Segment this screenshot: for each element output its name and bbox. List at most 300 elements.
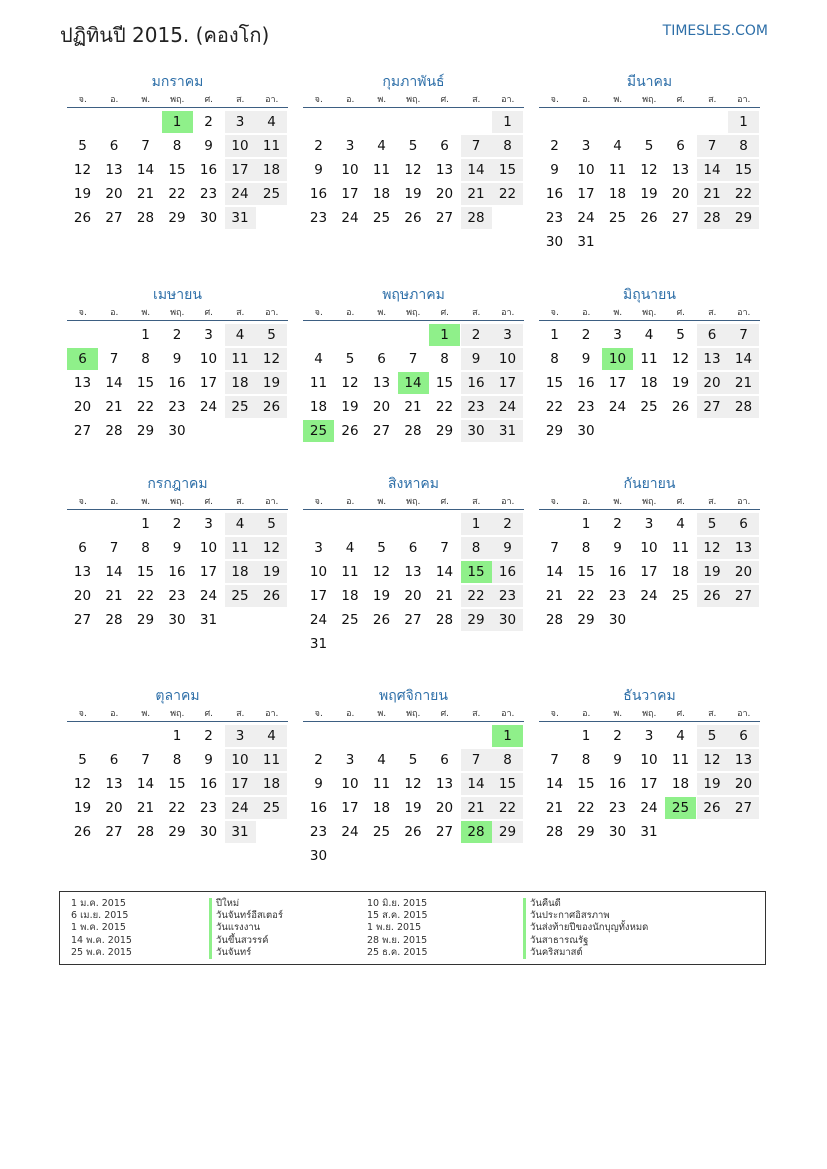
day-cell: 21 [545, 800, 564, 816]
weekday-header: พฤ. [170, 497, 185, 507]
weekday-header: อ. [110, 709, 119, 719]
day-cell: 3 [613, 327, 622, 343]
day-cell: 2 [204, 728, 213, 744]
day-cell: 22 [168, 186, 186, 202]
day-cell: 7 [141, 752, 150, 768]
day-cell: 4 [613, 138, 622, 154]
day-cell: 30 [168, 423, 186, 439]
day-cell: 22 [136, 399, 155, 415]
day-cell: 17 [309, 588, 328, 604]
holiday-name: วันสาธารณรัฐ [530, 934, 589, 946]
day-cell: 21 [697, 183, 728, 205]
weekday-header: พฤ. [170, 95, 185, 105]
day-cell-holiday: 14 [398, 372, 429, 394]
day-cell: 14 [728, 348, 759, 370]
day-cell: 5 [377, 540, 386, 556]
day-cell: 29 [168, 824, 186, 840]
holiday-date: 15 ส.ค. 2015 [367, 910, 428, 922]
day-cell: 4 [314, 351, 323, 367]
day-cell: 20 [105, 800, 123, 816]
day-cell: 22 [492, 797, 523, 819]
day-cell: 19 [640, 186, 658, 202]
day-cell: 15 [136, 375, 155, 391]
day-cell: 29 [136, 612, 155, 628]
day-cell: 1 [550, 327, 559, 343]
weekday-header: ส. [708, 95, 717, 105]
day-cell: 7 [440, 540, 449, 556]
weekday-header: อ. [110, 95, 119, 105]
weekday-header: อา. [737, 709, 751, 719]
day-cell: 2 [204, 114, 213, 130]
day-cell: 17 [225, 159, 256, 181]
day-cell: 11 [640, 351, 658, 367]
day-cell: 15 [728, 159, 759, 181]
weekday-header-row [539, 306, 760, 321]
day-cell: 25 [640, 399, 658, 415]
day-cell: 9 [581, 351, 591, 367]
weekday-header: อา. [265, 709, 279, 719]
holiday-date: 25 พ.ค. 2015 [71, 946, 132, 958]
day-cell: 30 [545, 234, 564, 250]
month-name: กันยายน [623, 476, 676, 492]
day-cell: 21 [404, 399, 422, 415]
day-cell: 31 [577, 234, 595, 250]
day-cell: 9 [204, 138, 213, 154]
day-cell: 30 [168, 612, 186, 628]
day-cell: 9 [461, 348, 492, 370]
day-cell: 4 [377, 138, 386, 154]
day-cell: 3 [225, 725, 256, 747]
weekday-header: พ. [613, 95, 623, 105]
day-cell: 26 [73, 210, 92, 226]
weekday-header-row [539, 93, 760, 108]
day-cell: 13 [671, 162, 690, 178]
day-cell: 3 [204, 327, 213, 343]
day-cell: 4 [676, 516, 685, 532]
day-cell: 26 [404, 824, 422, 840]
day-cell: 27 [697, 396, 728, 418]
day-cell: 1 [492, 111, 523, 133]
weekday-header: อ. [582, 95, 591, 105]
day-cell: 27 [73, 423, 92, 439]
day-cell: 11 [256, 135, 287, 157]
day-cell: 29 [435, 423, 454, 439]
day-cell: 13 [728, 537, 759, 559]
day-cell: 30 [199, 824, 218, 840]
day-cell: 9 [613, 540, 622, 556]
day-cell: 5 [408, 752, 418, 768]
weekday-header: อา. [501, 308, 515, 318]
weekday-header: ศ. [204, 308, 214, 318]
day-cell: 28 [728, 396, 759, 418]
weekday-header: พฤ. [642, 709, 657, 719]
weekday-header: ศ. [204, 95, 214, 105]
day-cell: 27 [105, 210, 123, 226]
weekday-header-row [303, 306, 524, 321]
day-cell: 26 [256, 585, 287, 607]
day-cell: 31 [492, 420, 523, 442]
day-cell: 2 [581, 327, 591, 343]
day-cell: 10 [492, 348, 523, 370]
day-cell: 7 [109, 351, 119, 367]
weekday-header: พ. [377, 308, 387, 318]
weekday-header: ส. [472, 497, 481, 507]
day-cell: 22 [545, 399, 564, 415]
day-cell: 2 [613, 516, 622, 532]
day-cell: 8 [492, 749, 523, 771]
day-cell: 29 [577, 824, 595, 840]
day-cell: 3 [345, 138, 355, 154]
day-cell: 11 [372, 162, 391, 178]
day-cell: 16 [309, 800, 328, 816]
day-cell: 6 [440, 752, 449, 768]
weekday-header: พ. [613, 308, 623, 318]
day-cell: 13 [73, 564, 92, 580]
day-cell: 7 [109, 540, 119, 556]
day-cell: 19 [256, 372, 287, 394]
weekday-header: พฤ. [642, 308, 657, 318]
day-cell: 14 [136, 162, 155, 178]
day-cell: 31 [640, 824, 658, 840]
holiday-date: 28 พ.ย. 2015 [367, 934, 428, 946]
day-cell: 26 [697, 797, 728, 819]
day-cell: 8 [172, 138, 182, 154]
day-cell: 21 [545, 588, 564, 604]
day-cell: 22 [435, 399, 454, 415]
day-cell: 24 [199, 399, 218, 415]
day-cell: 28 [545, 612, 564, 628]
weekday-header-row [67, 93, 288, 108]
day-cell: 12 [404, 776, 422, 792]
day-cell: 19 [404, 800, 422, 816]
holiday-dates-right [367, 898, 428, 959]
weekday-header-row [539, 707, 760, 722]
day-cell: 6 [440, 138, 449, 154]
weekday-header: พ. [141, 709, 151, 719]
day-cell: 3 [225, 111, 256, 133]
day-cell: 10 [341, 776, 359, 792]
day-cell: 2 [613, 728, 622, 744]
weekday-header: พ. [377, 497, 387, 507]
weekday-header: พฤ. [170, 709, 185, 719]
day-cell: 14 [136, 776, 155, 792]
day-cell: 3 [492, 324, 523, 346]
day-cell: 5 [345, 351, 355, 367]
month-name: กรกฎาคม [147, 476, 208, 492]
day-cell: 17 [341, 186, 359, 202]
day-cell: 20 [372, 399, 391, 415]
day-cell: 24 [309, 612, 328, 628]
day-cell: 3 [644, 728, 654, 744]
weekday-header: อ. [346, 497, 355, 507]
day-cell: 23 [608, 588, 627, 604]
weekday-header: ศ. [676, 497, 686, 507]
day-cell: 27 [73, 612, 92, 628]
day-cell: 30 [608, 824, 627, 840]
day-cell: 5 [644, 138, 654, 154]
weekday-header: ศ. [440, 709, 450, 719]
day-cell: 1 [172, 728, 182, 744]
day-cell: 6 [728, 513, 759, 535]
weekday-header: จ. [314, 308, 323, 318]
day-cell-holiday: 25 [303, 420, 334, 442]
day-cell: 10 [640, 752, 658, 768]
day-cell: 13 [728, 749, 759, 771]
day-cell: 30 [492, 609, 523, 631]
day-cell: 11 [341, 564, 359, 580]
day-cell: 6 [728, 725, 759, 747]
day-cell: 30 [199, 210, 218, 226]
weekday-header: พ. [141, 95, 151, 105]
holiday-date: 1 พ.ย. 2015 [367, 922, 422, 934]
day-cell: 19 [372, 588, 391, 604]
day-cell: 22 [492, 183, 523, 205]
weekday-header: พฤ. [406, 709, 421, 719]
day-cell: 10 [225, 135, 256, 157]
day-cell: 31 [199, 612, 218, 628]
brand-link[interactable]: TIMESLES.COM [662, 23, 768, 39]
holiday-dates-left [71, 898, 132, 959]
weekday-header: จ. [550, 95, 559, 105]
weekday-header: พ. [141, 497, 151, 507]
weekday-header: ส. [472, 95, 481, 105]
day-cell: 28 [105, 423, 123, 439]
day-cell: 1 [581, 516, 591, 532]
weekday-header: ส. [708, 497, 717, 507]
day-cell: 23 [199, 800, 218, 816]
weekday-header: อา. [265, 308, 279, 318]
day-cell: 17 [199, 375, 218, 391]
weekday-header: จ. [314, 497, 323, 507]
holiday-name: วันคริสมาสต์ [530, 946, 583, 958]
day-cell: 23 [168, 588, 186, 604]
day-cell: 11 [225, 348, 256, 370]
day-cell: 9 [613, 752, 622, 768]
holiday-name: วันจันทร์อีสเตอร์ [216, 910, 283, 922]
holiday-names-right [523, 898, 648, 959]
day-cell: 7 [550, 752, 559, 768]
weekday-header-row [67, 707, 288, 722]
day-cell: 23 [492, 585, 523, 607]
day-cell: 5 [697, 513, 728, 535]
day-cell: 12 [372, 564, 391, 580]
day-cell: 16 [168, 564, 186, 580]
day-cell: 27 [404, 612, 422, 628]
day-cell: 25 [225, 396, 256, 418]
day-cell: 16 [199, 776, 218, 792]
day-cell-holiday: 1 [492, 725, 523, 747]
day-cell: 28 [136, 824, 155, 840]
day-cell: 7 [461, 135, 492, 157]
day-cell: 23 [608, 800, 627, 816]
day-cell-holiday: 25 [665, 797, 696, 819]
weekday-header: ส. [472, 709, 481, 719]
day-cell: 27 [671, 210, 690, 226]
day-cell: 14 [461, 773, 492, 795]
day-cell: 4 [345, 540, 355, 556]
day-cell: 4 [256, 111, 287, 133]
day-cell: 23 [545, 210, 564, 226]
weekday-header: ศ. [440, 497, 450, 507]
day-cell: 5 [697, 725, 728, 747]
weekday-header: อ. [346, 95, 355, 105]
weekday-header: พฤ. [406, 308, 421, 318]
day-cell: 14 [545, 776, 564, 792]
day-cell: 26 [256, 396, 287, 418]
weekday-header-row [67, 495, 288, 510]
weekday-header: ส. [236, 308, 245, 318]
month-name: มิถุนายน [623, 287, 676, 303]
day-cell: 15 [435, 375, 454, 391]
day-cell: 21 [105, 399, 123, 415]
weekday-header: ส. [236, 497, 245, 507]
day-cell: 10 [640, 540, 658, 556]
day-cell: 4 [676, 728, 685, 744]
weekday-header: อ. [110, 497, 119, 507]
day-cell: 5 [256, 513, 287, 535]
day-cell: 20 [73, 399, 92, 415]
day-cell: 18 [225, 561, 256, 583]
day-cell: 26 [640, 210, 658, 226]
day-cell: 3 [204, 516, 213, 532]
day-cell: 10 [309, 564, 328, 580]
day-cell: 23 [577, 399, 595, 415]
day-cell: 18 [372, 800, 391, 816]
day-cell: 11 [225, 537, 256, 559]
day-cell: 4 [225, 513, 256, 535]
weekday-header: จ. [550, 497, 559, 507]
day-cell: 27 [728, 585, 759, 607]
day-cell: 22 [461, 585, 492, 607]
day-cell: 22 [577, 800, 595, 816]
day-cell: 16 [492, 561, 523, 583]
day-cell: 17 [341, 800, 359, 816]
weekday-header: ศ. [676, 95, 686, 105]
day-cell: 17 [577, 186, 595, 202]
day-cell: 1 [141, 327, 150, 343]
holiday-name: ปีใหม่ [216, 898, 240, 909]
day-cell: 20 [728, 561, 759, 583]
day-cell: 31 [225, 207, 256, 229]
month-name: พฤศจิกายน [379, 688, 448, 704]
day-cell: 19 [341, 399, 359, 415]
day-cell: 7 [728, 324, 759, 346]
day-cell: 12 [341, 375, 359, 391]
day-cell: 2 [314, 138, 323, 154]
weekday-header: พ. [613, 497, 623, 507]
day-cell: 16 [545, 186, 564, 202]
weekday-header: อ. [346, 709, 355, 719]
month-name: ธันวาคม [623, 688, 676, 704]
day-cell: 18 [640, 375, 658, 391]
day-cell: 14 [105, 564, 123, 580]
day-cell: 1 [461, 513, 492, 535]
day-cell-holiday: 1 [162, 111, 193, 133]
day-cell: 11 [372, 776, 391, 792]
day-cell: 8 [141, 540, 150, 556]
day-cell: 19 [697, 561, 728, 583]
weekday-header-row [67, 306, 288, 321]
day-cell: 24 [225, 183, 256, 205]
day-cell: 18 [608, 186, 627, 202]
weekday-header: อา. [265, 497, 279, 507]
day-cell: 8 [141, 351, 150, 367]
weekday-header: ศ. [204, 497, 214, 507]
day-cell: 24 [640, 588, 658, 604]
day-cell: 26 [341, 423, 359, 439]
day-cell: 29 [577, 612, 595, 628]
day-cell: 2 [492, 513, 523, 535]
day-cell: 26 [671, 399, 690, 415]
day-cell: 25 [256, 797, 287, 819]
weekday-header: พฤ. [406, 95, 421, 105]
day-cell-holiday: 15 [461, 561, 492, 583]
day-cell: 8 [440, 351, 449, 367]
day-cell: 24 [199, 588, 218, 604]
holiday-name: วันส่งท้ายปีของนักบุญทั้งหมด [530, 922, 649, 934]
day-cell: 6 [676, 138, 685, 154]
day-cell: 16 [199, 162, 218, 178]
day-cell: 19 [256, 561, 287, 583]
day-cell: 10 [225, 749, 256, 771]
holiday-name: วันคืนดี [530, 898, 561, 909]
day-cell: 29 [545, 423, 564, 439]
weekday-header-row [303, 495, 524, 510]
day-cell: 8 [461, 537, 492, 559]
weekday-header: พฤ. [642, 95, 657, 105]
month-name: มีนาคม [626, 74, 673, 90]
weekday-header-row [303, 707, 524, 722]
day-cell: 25 [225, 585, 256, 607]
day-cell: 4 [225, 324, 256, 346]
day-cell: 20 [697, 372, 728, 394]
holiday-name: วันขึ้นสวรรค์ [216, 934, 269, 946]
day-cell: 31 [225, 821, 256, 843]
day-cell: 7 [697, 135, 728, 157]
weekday-header: จ. [78, 95, 87, 105]
weekday-header: พฤ. [170, 308, 185, 318]
day-cell: 23 [309, 824, 328, 840]
day-cell: 10 [199, 351, 218, 367]
weekday-header: อ. [110, 308, 119, 318]
day-cell: 21 [461, 183, 492, 205]
day-cell: 5 [78, 138, 87, 154]
day-cell: 17 [640, 776, 658, 792]
weekday-header: อา. [501, 497, 515, 507]
day-cell: 6 [377, 351, 386, 367]
day-cell: 11 [671, 752, 690, 768]
day-cell: 12 [404, 162, 422, 178]
day-cell: 26 [372, 612, 391, 628]
day-cell: 17 [608, 375, 627, 391]
day-cell: 27 [372, 423, 391, 439]
holiday-date: 10 มิ.ย. 2015 [367, 898, 428, 909]
day-cell: 11 [256, 749, 287, 771]
day-cell: 21 [435, 588, 454, 604]
day-cell: 9 [204, 752, 213, 768]
day-cell: 29 [461, 609, 492, 631]
day-cell: 26 [404, 210, 422, 226]
day-cell: 28 [136, 210, 155, 226]
month-name: สิงหาคม [387, 476, 440, 492]
day-cell: 8 [172, 752, 182, 768]
day-cell: 14 [461, 159, 492, 181]
day-cell: 9 [550, 162, 559, 178]
weekday-header: พฤ. [406, 497, 421, 507]
day-cell: 28 [461, 207, 492, 229]
day-cell: 20 [435, 800, 454, 816]
weekday-header: พ. [613, 709, 623, 719]
